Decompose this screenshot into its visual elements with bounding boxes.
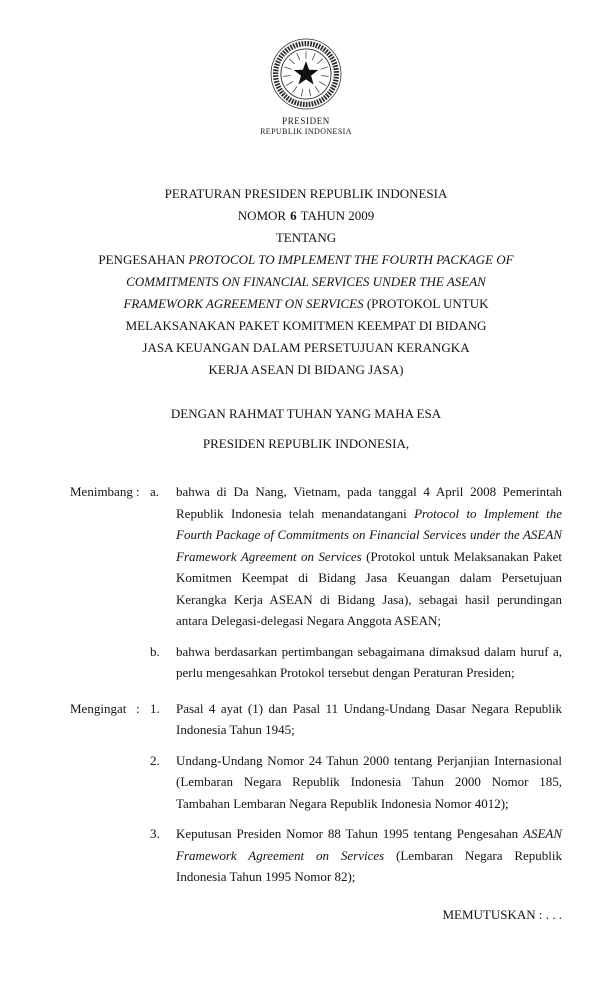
authority-line: PRESIDEN REPUBLIK INDONESIA,	[202, 436, 410, 451]
subject-line: JASA KEUANGAN DALAM PERSETUJUAN KERANGKA	[142, 340, 470, 355]
letterhead-republik-indonesia: REPUBLIK INDONESIA	[260, 127, 352, 136]
legal-basis-text-3: Keputusan Presiden Nomor 88 Tahun 1995 tentang Pengesahan ASEAN Framework Agreement on Services (Lembaran Negara Republik Indonesia Tahun 1995 Nomor 82);	[176, 826, 562, 884]
consideration-text-b: bahwa berdasarkan pertimbangan sebagaimana dimaksud dalam huruf a, perlu mengesahkan Protokol tersebut dengan Peraturan Presiden;	[176, 643, 562, 680]
tentang-label: TENTANG	[275, 230, 337, 245]
subject-line: MELAKSANAKAN PAKET KOMITMEN KEEMPAT DI BIDANG	[125, 318, 487, 333]
subject-line: PENGESAHAN PROTOCOL TO IMPLEMENT THE FOURTH PACKAGE OF	[98, 252, 514, 267]
letterhead	[0, 0, 612, 137]
invocation-line: DENGAN RAHMAT TUHAN YANG MAHA ESA	[170, 406, 442, 421]
nomor-number: 6	[290, 208, 297, 223]
consideration-text-a: bahwa di Da Nang, Vietnam, pada tanggal 4 April 2008 Pemerintah Republik Indonesia telah menandatangani Protocol to Implement the Fourth Package of Commitments on Financial Services under the ASEAN Framework Agreement on Services (Protokol untuk Melaksanakan Paket Komitmen Keempat di Bidang Jasa Keuangan dalam Persetujuan Kerangka Kerja ASEAN di Bidang Jasa), sebagai hasil perundingan antara Delegasi-delegasi Negara Anggota ASEAN;	[176, 484, 563, 628]
letterhead-presiden: PRESIDEN	[282, 116, 330, 126]
legal-basis-row-2	[70, 750, 562, 815]
nomor-prefix: NOMOR	[237, 208, 287, 223]
legal-basis-row-1: Mengingat : 1. Pasal 4 ayat (1) dan Pasal 11 Undang-Undang Dasar Negara Republik Indonesia Tahun 1945;	[70, 698, 562, 741]
regulation-title: PERATURAN PRESIDEN REPUBLIK INDONESIA	[164, 186, 448, 201]
memutuskan-continuation: MEMUTUSKAN : . . .	[442, 906, 562, 922]
item-marker: 3.	[150, 826, 160, 841]
menimbang-section	[0, 481, 612, 888]
menimbang-label: Menimbang	[70, 484, 133, 499]
regulation-number-line	[0, 205, 612, 227]
item-marker: 1.	[150, 700, 160, 716]
preamble	[0, 403, 612, 455]
legal-basis-text-2: Undang-Undang Nomor 24 Tahun 2000 tentang Perjanjian Internasional (Lembaran Negara Republik Indonesia Tahun 2000 Nomor 185, Tambahan Lembaran Negara Republik Indonesia Nomor 4012);	[176, 752, 562, 811]
consideration-row-b	[70, 641, 562, 684]
item-marker: a.	[150, 484, 160, 499]
subject-line: FRAMEWORK AGREEMENT ON SERVICES (PROTOKOL UNTUK	[123, 296, 489, 311]
regulation-title-block	[0, 183, 612, 249]
nomor-suffix: TAHUN 2009	[300, 208, 375, 223]
subject-line: COMMITMENTS ON FINANCIAL SERVICES UNDER THE ASEAN	[126, 274, 486, 289]
item-marker: b.	[150, 643, 160, 659]
legal-basis-text-1: Pasal 4 ayat (1) dan Pasal 11 Undang-Undang Dasar Negara Republik Indonesia Tahun 1945;	[176, 700, 562, 737]
item-marker: 2.	[150, 752, 160, 768]
mengingat-label: Mengingat	[70, 700, 127, 716]
presidential-seal-icon	[268, 36, 344, 112]
legal-basis-row-3	[70, 823, 562, 888]
regulation-subject	[0, 249, 612, 381]
consideration-row-a: Menimbang : a. bahwa di Da Nang, Vietnam, pada tanggal 4 April 2008 Pemerintah Republik Indonesia telah menandatangani Protocol to Implement the Fourth Package of Commitments on Financial Services under the ASEAN Framework Agreement on Services (Protokol untuk Melaksanakan Paket Komitmen Keempat di Bidang Jasa Keuangan dalam Persetujuan Kerangka Kerja ASEAN di Bidang Jasa), sebagai hasil perundingan antara Delegasi-delegasi Negara Anggota ASEAN;	[70, 481, 562, 632]
subject-line: KERJA ASEAN DI BIDANG JASA)	[208, 362, 404, 377]
